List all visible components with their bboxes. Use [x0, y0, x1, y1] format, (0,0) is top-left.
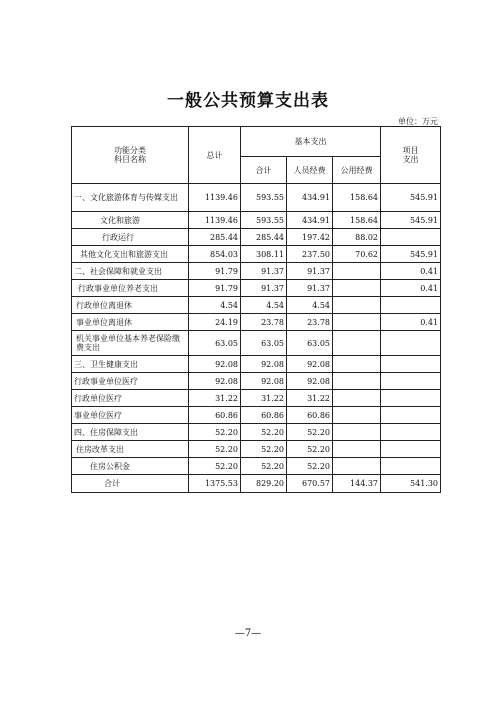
row-name-cell: 机关事业单位基本养老保险缴费支出 [72, 331, 189, 356]
row-personnel-cell: 237.50 [287, 246, 333, 263]
table-row [72, 475, 441, 493]
row-subtotal-cell: 31.22 [241, 390, 287, 407]
row-name-cell: 文化和旅游 [72, 212, 189, 229]
row-personnel-cell: 52.20 [287, 441, 333, 458]
table-row [72, 246, 441, 263]
row-total-cell: 91.79 [189, 263, 241, 280]
row-name-cell: 事业单位离退休 [72, 314, 189, 331]
header-category [72, 127, 189, 184]
row-project-cell [381, 297, 441, 314]
table-row [72, 314, 441, 331]
row-personnel-cell: 63.05 [287, 331, 333, 356]
row-total-cell: 285.44 [189, 229, 241, 246]
row-project-cell: 0.41 [381, 263, 441, 280]
row-personnel-cell: 92.08 [287, 373, 333, 390]
row-name-cell: 行政单位医疗 [72, 390, 189, 407]
row-project-cell [381, 407, 441, 424]
row-personnel-cell: 23.78 [287, 314, 333, 331]
row-name-cell: 住房公积金 [72, 458, 189, 475]
row-name-cell: 二、社会保障和就业支出 [72, 263, 189, 280]
row-subtotal-cell: 829.20 [241, 475, 287, 493]
row-public-cell: 70.62 [333, 246, 381, 263]
row-public-cell [333, 280, 381, 297]
row-project-cell [381, 229, 441, 246]
row-personnel-cell: 92.08 [287, 356, 333, 373]
table-row [72, 331, 441, 356]
row-name-cell: 事业单位医疗 [72, 407, 189, 424]
row-name-cell: 三、卫生健康支出 [72, 356, 189, 373]
row-total-cell: 92.08 [189, 356, 241, 373]
row-total-cell: 31.22 [189, 390, 241, 407]
row-public-cell [333, 373, 381, 390]
row-personnel-cell: 4.54 [287, 297, 333, 314]
row-total-cell: 24.19 [189, 314, 241, 331]
row-subtotal-cell: 52.20 [241, 458, 287, 475]
row-name-cell: 四、住房保障支出 [72, 424, 189, 441]
table-row [72, 212, 441, 229]
row-public-cell [333, 314, 381, 331]
row-personnel-cell: 91.37 [287, 280, 333, 297]
row-subtotal-cell: 91.37 [241, 263, 287, 280]
row-total-cell: 854.03 [189, 246, 241, 263]
row-total-cell: 1375.53 [189, 475, 241, 493]
header-subtotal: 合计 [241, 157, 287, 184]
row-personnel-cell: 434.91 [287, 212, 333, 229]
row-subtotal-cell: 63.05 [241, 331, 287, 356]
row-personnel-cell: 670.57 [287, 475, 333, 493]
row-total-cell: 52.20 [189, 424, 241, 441]
row-total-cell: 52.20 [189, 441, 241, 458]
row-total-cell: 60.86 [189, 407, 241, 424]
table-row [72, 184, 441, 212]
row-project-cell [381, 356, 441, 373]
table-row [72, 458, 441, 475]
table-row [72, 263, 441, 280]
row-subtotal-cell: 285.44 [241, 229, 287, 246]
header-project-line1: 项目 [402, 146, 419, 155]
row-personnel-cell: 52.20 [287, 458, 333, 475]
row-personnel-cell: 31.22 [287, 390, 333, 407]
header-category-line2: 科目名称 [114, 155, 146, 164]
header-public: 公用经费 [333, 157, 381, 184]
header-project-line2: 支出 [402, 155, 419, 164]
table-row [72, 441, 441, 458]
row-public-cell [333, 263, 381, 280]
row-project-cell: 0.41 [381, 280, 441, 297]
row-personnel-cell: 60.86 [287, 407, 333, 424]
table-row [72, 280, 441, 297]
row-project-cell: 545.91 [381, 212, 441, 229]
table-row [72, 424, 441, 441]
row-public-cell [333, 356, 381, 373]
row-project-cell [381, 458, 441, 475]
row-name-cell: 行政运行 [72, 229, 189, 246]
row-total-cell: 92.08 [189, 373, 241, 390]
row-subtotal-cell: 593.55 [241, 184, 287, 212]
row-name-cell: 行政事业单位医疗 [72, 373, 189, 390]
row-project-cell: 0.41 [381, 314, 441, 331]
table-row [72, 356, 441, 373]
row-public-cell [333, 458, 381, 475]
row-personnel-cell: 52.20 [287, 424, 333, 441]
row-project-cell: 545.91 [381, 246, 441, 263]
row-project-cell [381, 331, 441, 356]
row-subtotal-cell: 92.08 [241, 356, 287, 373]
budget-table [71, 126, 441, 493]
row-name-cell: 住房改革支出 [72, 441, 189, 458]
row-name-cell: 合计 [72, 475, 189, 493]
row-project-cell: 541.30 [381, 475, 441, 493]
row-name-cell: 一、文化旅游体育与传媒支出 [72, 184, 189, 212]
row-public-cell [333, 424, 381, 441]
table-row [72, 297, 441, 314]
header-row-1 [72, 127, 441, 157]
row-public-cell [333, 390, 381, 407]
row-project-cell: 545.91 [381, 184, 441, 212]
page-title: 一般公共预算支出表 [167, 91, 329, 111]
row-public-cell: 144.37 [333, 475, 381, 493]
row-subtotal-cell: 52.20 [241, 441, 287, 458]
row-name-cell: 行政单位离退休 [72, 297, 189, 314]
row-total-cell: 1139.46 [189, 184, 241, 212]
row-total-cell: 63.05 [189, 331, 241, 356]
row-personnel-cell: 91.37 [287, 263, 333, 280]
row-subtotal-cell: 52.20 [241, 424, 287, 441]
row-subtotal-cell: 91.37 [241, 280, 287, 297]
row-total-cell: 52.20 [189, 458, 241, 475]
row-subtotal-cell: 4.54 [241, 297, 287, 314]
row-project-cell [381, 441, 441, 458]
table-row [72, 229, 441, 246]
row-public-cell: 88.02 [333, 229, 381, 246]
header-category-line1: 功能分类 [114, 146, 146, 155]
row-name-cell: 其他文化支出和旅游支出 [72, 246, 189, 263]
row-public-cell: 158.64 [333, 184, 381, 212]
row-public-cell [333, 331, 381, 356]
table-row [72, 407, 441, 424]
table-body [72, 184, 441, 493]
row-public-cell [333, 441, 381, 458]
row-total-cell: 4.54 [189, 297, 241, 314]
row-public-cell: 158.64 [333, 212, 381, 229]
row-name-cell: 行政事业单位养老支出 [72, 280, 189, 297]
row-subtotal-cell: 308.11 [241, 246, 287, 263]
row-personnel-cell: 434.91 [287, 184, 333, 212]
row-subtotal-cell: 23.78 [241, 314, 287, 331]
row-project-cell [381, 390, 441, 407]
row-total-cell: 91.79 [189, 280, 241, 297]
row-personnel-cell: 197.42 [287, 229, 333, 246]
table-row [72, 373, 441, 390]
row-total-cell: 1139.46 [189, 212, 241, 229]
page-number: —7— [234, 628, 262, 639]
header-project [381, 127, 441, 184]
row-public-cell [333, 407, 381, 424]
row-subtotal-cell: 593.55 [241, 212, 287, 229]
row-subtotal-cell: 60.86 [241, 407, 287, 424]
row-public-cell [333, 297, 381, 314]
unit-label: 单位：万元 [398, 117, 438, 126]
row-subtotal-cell: 92.08 [241, 373, 287, 390]
header-total: 总计 [189, 127, 241, 184]
header-basic: 基本支出 [241, 127, 381, 157]
header-personnel: 人员经费 [287, 157, 333, 184]
row-project-cell [381, 373, 441, 390]
table-row [72, 390, 441, 407]
row-project-cell [381, 424, 441, 441]
